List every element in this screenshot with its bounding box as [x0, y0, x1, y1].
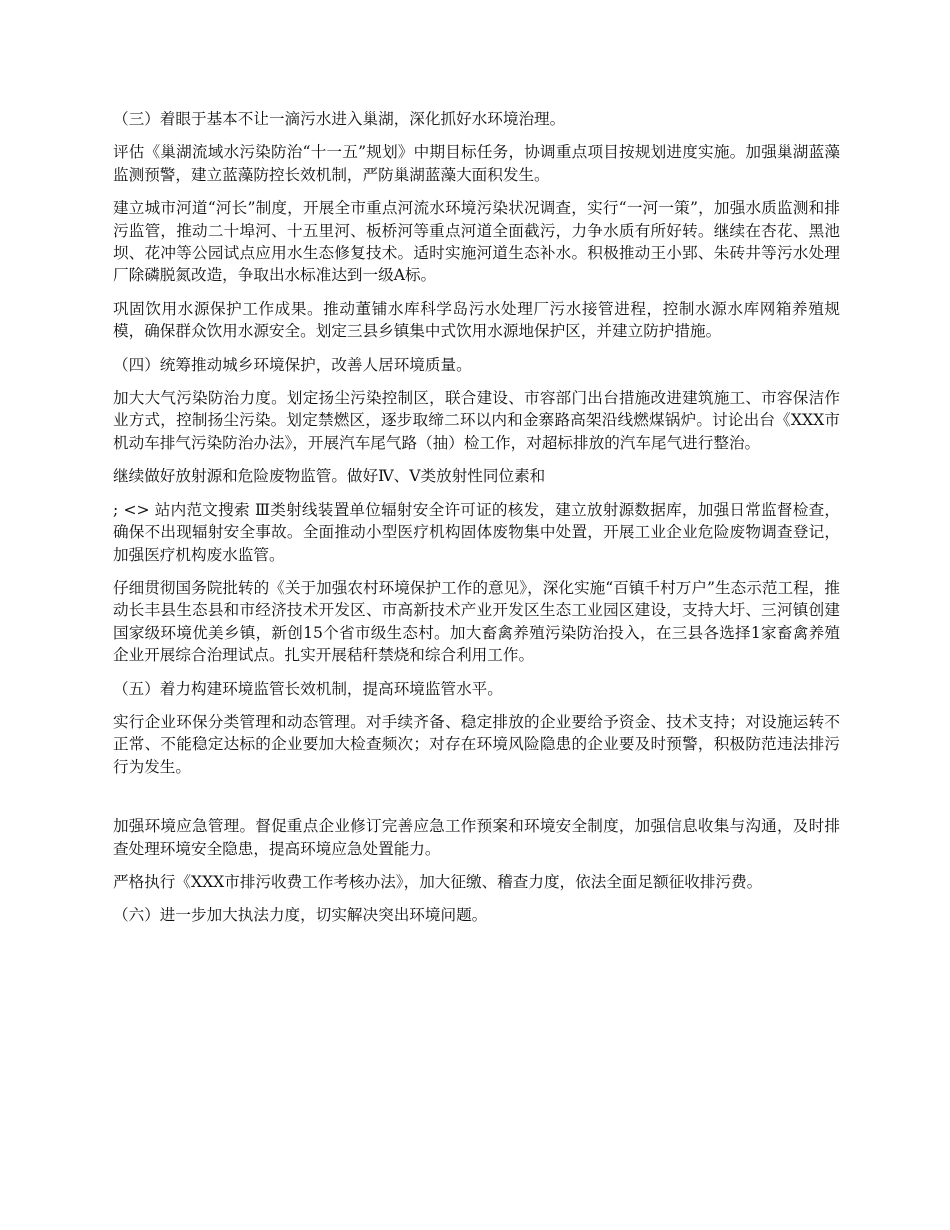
paragraph-drinking-water: 巩固饮用水源保护工作成果。推动董铺水库科学岛污水处理厂污水接管进程，控制水源水库网箱养殖规模，确保群众饮用水源安全。划定三县乡镇集中式饮用水源地保护区，并建立防护措施。 [113, 299, 840, 341]
section-heading-3: （三）着眼于基本不让一滴污水进入巢湖，深化抓好水环境治理。 [113, 110, 566, 128]
paragraph-chaohu-plan: 评估《巢湖流域水污染防治“十一五”规划》中期目标任务，协调重点项目按规划进度实施。加强巢湖蓝藻监测预警，建立蓝藻防控长效机制，严防巢湖蓝藻大面积发生。 [113, 143, 840, 184]
section-heading-4: （四）统筹推动城乡环境保护，改善人居环境质量。 [113, 355, 472, 374]
document-body [113, 108, 840, 938]
section-heading-6: （六）进一步加大执法力度，切实解决突出环境问题。 [113, 906, 488, 925]
paragraph-classification: 实行企业环保分类管理和动态管理。对手续齐备、稳定排放的企业要给予资金、技术支持；对设施运转不正常、不能稳定达标的企业要加大检查频次；对存在环境风险隐患的企业要及时预警，积极防范违法排污行为发生。 [113, 712, 840, 776]
paragraph-river-chief: 建立城市河道“河长”制度，开展全市重点河流水环境污染状况调查，实行“一河一策”，加强水质监测和排污监管，推动二十埠河、十五里河、板桥河等重点河道全面截污，力争水质有所好转。继续在杏花、黑池坝、花冲等公园试点应用水生态修复技术。适时实施河道生态补水。积极推动王小郢、朱砖井等污水处理厂除磷脱氮改造，争取出水标准达到一级A标。 [113, 199, 840, 285]
section-heading-5: （五）着力构建环境监管长效机制，提高环境监管水平。 [113, 679, 503, 698]
paragraph-emergency: 加强环境应急管理。督促重点企业修订完善应急工作预案和环境安全制度，加强信息收集与沟通，及时排查处理环境安全隐患，提高环境应急处置能力。 [113, 817, 840, 858]
paragraph-fees: 严格执行《XXX市排污收费工作考核办法》，加大征缴、稽查力度，依法全面足额征收排污费。 [113, 872, 763, 891]
paragraph-radiation-cont: ; <> 站内范文搜索 Ⅲ类射线装置单位辐射安全许可证的核发，建立放射源数据库，加强日常监督检查，确保不出现辐射安全事故。全面推动小型医疗机构固体废物集中处置，开展工业企业危险废物调查登记，加强医疗机构废水监管。 [113, 500, 840, 564]
paragraph-rural: 仔细贯彻国务院批转的《关于加强农村环境保护工作的意见》，深化实施“百镇千村万户”生态示范工程，推动长丰县生态县和市经济技术开发区、市高新技术产业开发区生态工业园区建设，支持大圩、三河镇创建国家级环境优美乡镇，新创15个省市级生态村。加大畜禽养殖污染防治投入，在三县各选择1家畜禽养殖企业开展综合治理试点。扎实开展秸秆禁烧和综合利用工作。 [113, 578, 840, 665]
paragraph-air-pollution: 加大大气污染防治力度。划定扬尘污染控制区，联合建设、市容部门出台措施改进建筑施工、市容保洁作业方式，控制扬尘污染。划定禁燃区，逐步取缔二环以内和金寨路高架沿线燃煤锅炉。讨论出台《XXX市机动车排气污染防治办法》，开展汽车尾气路（抽）检工作，对超标排放的汽车尾气进行整治。 [113, 389, 840, 452]
paragraph-radiation: 继续做好放射源和危险废物监管。做好Ⅳ、Ⅴ类放射性同位素和 [113, 467, 546, 486]
